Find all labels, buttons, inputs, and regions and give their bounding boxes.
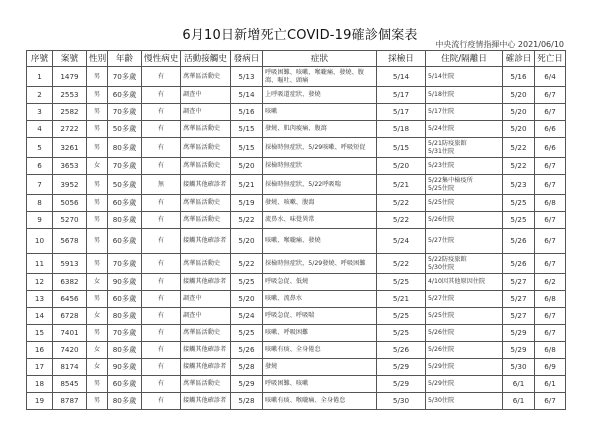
hospitalization-entry: 4/10因其他原因住院 [428,278,486,285]
cell-chronic-history: 有 [142,195,181,212]
hospitalization-entry: 5/23住院 [428,162,455,169]
cell-confirmed-date: 5/29 [503,342,535,359]
cell-confirmed-date: 5/26 [503,254,535,274]
hospitalization-entry: 5/27住院 [428,295,455,302]
cell-hospitalization-date [426,308,503,325]
cell-age: 70多歲 [108,325,142,342]
cell-age: 70多歲 [108,67,142,87]
cell-case-id: 6456 [53,291,87,308]
cell-chronic-history: 有 [142,104,181,121]
hospitalization-entry: 5/25住院 [428,312,455,319]
cell-onset-date: 5/26 [231,342,263,359]
cell-chronic-history: 有 [142,138,181,158]
cell-test-date: 5/24 [377,229,426,254]
cell-contact-history: 萬華區活動史 [181,325,231,342]
cell-hospitalization-date [426,67,503,87]
cell-case-id: 5056 [53,195,87,212]
cell-serial: 19 [27,393,53,410]
cell-onset-date: 5/22 [231,254,263,274]
cell-hospitalization-date [426,359,503,376]
cell-symptoms: 咳嗽、呼吸困難 [263,325,377,342]
table-row [27,254,566,274]
cell-sex: 男 [87,325,108,342]
hospitalization-entry: 5/21防疫旅館 [428,139,467,147]
cell-death-date: 6/6 [535,138,566,158]
cell-onset-date: 5/20 [231,158,263,175]
cell-case-id: 2553 [53,87,87,104]
cell-hospitalization-date [426,158,503,175]
cell-death-date: 6/2 [535,274,566,291]
hospitalization-entry: 5/26住院 [428,346,455,353]
cell-confirmed-date: 5/20 [503,104,535,121]
cell-age: 90多歲 [108,274,142,291]
cell-symptoms: 上呼吸道症狀、發燒 [263,87,377,104]
cell-confirmed-date: 5/20 [503,87,535,104]
cell-test-date: 5/30 [377,393,426,410]
cell-serial: 6 [27,158,53,175]
cell-symptoms: 咳嗽、喉嚨痛、發燒 [263,229,377,254]
cell-hospitalization-date [426,87,503,104]
table-row [27,138,566,158]
cell-age: 70多歲 [108,254,142,274]
col-header-confirmed-date: 確診日 [503,51,535,67]
cell-death-date: 6/8 [535,342,566,359]
cell-onset-date: 5/25 [231,274,263,291]
table-row [27,87,566,104]
cell-onset-date: 5/21 [231,175,263,195]
cell-symptoms: 發燒、肌肉痠痛、腹瀉 [263,121,377,138]
cell-confirmed-date: 5/27 [503,274,535,291]
cell-confirmed-date: 5/20 [503,121,535,138]
hospitalization-entry: 5/29住院 [428,380,455,387]
cell-chronic-history: 有 [142,359,181,376]
cell-hospitalization-date [426,229,503,254]
cell-age: 80多歲 [108,212,142,229]
cell-confirmed-date: 5/30 [503,359,535,376]
cell-death-date: 6/7 [535,229,566,254]
cell-serial: 9 [27,212,53,229]
cell-serial: 16 [27,342,53,359]
table-row [27,393,566,410]
cell-death-date: 6/7 [535,104,566,121]
cell-onset-date: 5/29 [231,376,263,393]
cell-sex: 女 [87,274,108,291]
cell-confirmed-date: 5/22 [503,158,535,175]
cell-sex: 男 [87,175,108,195]
cell-symptoms: 發燒 [263,359,377,376]
cell-chronic-history: 有 [142,342,181,359]
cell-onset-date: 5/19 [231,195,263,212]
page-title: 6月10日新增死亡COVID-19確診個案表 [182,28,418,43]
cell-sex: 女 [87,342,108,359]
cell-onset-date: 5/14 [231,87,263,104]
cell-confirmed-date: 5/22 [503,138,535,158]
cell-serial: 8 [27,195,53,212]
cell-contact-history: 萬華區活動史 [181,254,231,274]
cell-serial: 3 [27,104,53,121]
hospitalization-entry: 5/29住院 [428,363,455,370]
table-row [27,212,566,229]
hospitalization-entry: 5/30住院 [428,263,455,271]
hospitalization-entry: 5/14住院 [428,72,455,80]
source-and-date: 中央流行疫情指揮中心 2021/06/10 [435,40,564,49]
cell-case-id: 8787 [53,393,87,410]
cell-symptoms: 呼吸急促、呼吸喘 [263,308,377,325]
cell-symptoms: 採檢時無症狀，5/29發燒、呼吸困難 [263,254,377,274]
cell-hospitalization-date [426,342,503,359]
cell-onset-date: 5/28 [231,393,263,410]
cell-contact-history: 調查中 [181,87,231,104]
cell-death-date: 6/6 [535,121,566,138]
cell-sex: 男 [87,67,108,87]
cell-symptoms: 咳嗽有痰、喉嚨痛、全身倦怠 [263,393,377,410]
cell-sex: 男 [87,212,108,229]
cell-hospitalization-date [426,121,503,138]
cell-contact-history: 調查中 [181,308,231,325]
cell-onset-date: 5/16 [231,104,263,121]
col-header-symptoms: 症狀 [263,51,377,67]
table-row [27,376,566,393]
cell-serial: 5 [27,138,53,158]
table-row [27,67,566,87]
hospitalization-entry: 5/18住院 [428,91,455,98]
col-header-contact-history: 活動接觸史 [181,51,231,67]
cell-serial: 17 [27,359,53,376]
cell-contact-history: 接觸其他確診者 [181,229,231,254]
hospitalization-entry: 5/25住院 [428,199,455,206]
hospitalization-entry: 5/17住院 [428,108,455,115]
cell-chronic-history: 無 [142,175,181,195]
cell-contact-history: 接觸其他確診者 [181,359,231,376]
cell-symptoms: 咳嗽有痰、全身倦怠 [263,342,377,359]
cell-onset-date: 5/15 [231,138,263,158]
col-header-hospitalization-date: 住院/隔離日 [426,51,503,67]
cell-age: 80多歲 [108,308,142,325]
table-row [27,158,566,175]
col-header-age: 年齡 [108,51,142,67]
cell-age: 60多歲 [108,195,142,212]
cell-serial: 10 [27,229,53,254]
cell-hospitalization-date [426,138,503,158]
cell-death-date: 6/8 [535,195,566,212]
cell-confirmed-date: 6/1 [503,376,535,393]
cell-serial: 13 [27,291,53,308]
table-row [27,104,566,121]
col-header-case-id: 案號 [53,51,87,67]
cell-age: 70多歲 [108,158,142,175]
cell-contact-history: 調查中 [181,291,231,308]
cell-serial: 14 [27,308,53,325]
cell-age: 50多歲 [108,121,142,138]
cell-onset-date: 5/25 [231,325,263,342]
cell-test-date: 5/29 [377,376,426,393]
cell-hospitalization-date [426,291,503,308]
cell-onset-date: 5/15 [231,121,263,138]
cell-serial: 11 [27,254,53,274]
cell-sex: 男 [87,87,108,104]
cell-test-date: 5/17 [377,104,426,121]
cell-test-date: 5/21 [377,291,426,308]
cell-case-id: 7401 [53,325,87,342]
cell-test-date: 5/22 [377,195,426,212]
col-header-onset-date: 發病日 [231,51,263,67]
cell-chronic-history: 有 [142,212,181,229]
table-row [27,175,566,195]
cell-case-id: 8174 [53,359,87,376]
cell-serial: 15 [27,325,53,342]
col-header-serial: 序號 [27,51,53,67]
cell-symptoms: 流鼻水、味覺異常 [263,212,377,229]
table-row [27,308,566,325]
cell-symptoms: 採檢時無症狀，5/29咳嗽、呼吸短促 [263,138,377,158]
cell-contact-history: 萬華區活動史 [181,212,231,229]
cell-onset-date: 5/20 [231,229,263,254]
cell-test-date: 5/22 [377,254,426,274]
cell-serial: 4 [27,121,53,138]
cell-contact-history: 接觸其他確診者 [181,274,231,291]
col-header-chronic-history: 慢性病史 [142,51,181,67]
cell-chronic-history: 有 [142,67,181,87]
cell-sex: 男 [87,138,108,158]
cell-case-id: 6382 [53,274,87,291]
cell-death-date: 6/7 [535,308,566,325]
cell-age: 70多歲 [108,104,142,121]
cell-age: 90多歲 [108,359,142,376]
cell-death-date: 6/7 [535,325,566,342]
cell-case-id: 2582 [53,104,87,121]
cell-death-date: 6/1 [535,376,566,393]
cell-case-id: 5270 [53,212,87,229]
table-row [27,121,566,138]
cell-sex: 男 [87,254,108,274]
cell-sex: 男 [87,393,108,410]
cell-confirmed-date: 5/29 [503,325,535,342]
cell-confirmed-date: 5/26 [503,229,535,254]
cell-chronic-history: 有 [142,325,181,342]
hospitalization-entry: 5/25住院 [428,184,455,192]
cell-test-date: 5/14 [377,67,426,87]
cell-chronic-history: 有 [142,87,181,104]
cell-age: 80多歲 [108,342,142,359]
cell-chronic-history: 有 [142,308,181,325]
cell-symptoms: 咳嗽 [263,104,377,121]
table-row [27,274,566,291]
cell-serial: 12 [27,274,53,291]
cell-confirmed-date: 5/25 [503,195,535,212]
cell-case-id: 1479 [53,67,87,87]
table-header-row [27,51,566,67]
cell-symptoms: 呼吸困難、咳嗽、喉嚨痛、發燒、腹瀉、嘔吐、頭痛 [263,67,377,87]
cell-sex: 男 [87,121,108,138]
cell-symptoms: 採檢時無症狀，5/22呼吸喘 [263,175,377,195]
cell-sex: 男 [87,104,108,121]
cell-test-date: 5/29 [377,359,426,376]
cell-death-date: 6/7 [535,212,566,229]
cell-test-date: 5/17 [377,87,426,104]
cell-contact-history: 接觸其他確診者 [181,342,231,359]
cell-confirmed-date: 5/27 [503,308,535,325]
cell-test-date: 5/25 [377,274,426,291]
cell-death-date: 6/7 [535,254,566,274]
cell-case-id: 7420 [53,342,87,359]
death-cases-table [26,50,566,410]
cell-sex: 男 [87,376,108,393]
cell-contact-history: 萬華區活動史 [181,376,231,393]
table-row [27,195,566,212]
cell-serial: 7 [27,175,53,195]
cell-sex: 女 [87,158,108,175]
cell-serial: 1 [27,67,53,87]
col-header-test-date: 採檢日 [377,51,426,67]
cell-sex: 男 [87,195,108,212]
cell-contact-history: 萬華區活動史 [181,67,231,87]
cell-onset-date: 5/24 [231,308,263,325]
cell-death-date: 6/7 [535,393,566,410]
cell-hospitalization-date [426,212,503,229]
cell-symptoms: 呼吸困難、咳嗽 [263,376,377,393]
cell-onset-date: 5/13 [231,67,263,87]
table-row [27,291,566,308]
cell-case-id: 3952 [53,175,87,195]
cell-chronic-history: 有 [142,274,181,291]
cell-age: 60多歲 [108,376,142,393]
cell-age: 60多歲 [108,87,142,104]
cell-hospitalization-date [426,104,503,121]
cell-contact-history: 萬華區活動史 [181,158,231,175]
cell-death-date: 6/7 [535,175,566,195]
cell-contact-history: 萬華區活動史 [181,138,231,158]
cell-age: 80多歲 [108,138,142,158]
cell-chronic-history: 有 [142,229,181,254]
cell-contact-history: 接觸其他確診者 [181,393,231,410]
cell-case-id: 3653 [53,158,87,175]
cell-hospitalization-date [426,254,503,274]
hospitalization-entry: 5/24住院 [428,125,455,132]
cell-symptoms: 採檢時無症狀 [263,158,377,175]
cell-chronic-history: 有 [142,254,181,274]
cell-hospitalization-date [426,376,503,393]
cell-hospitalization-date [426,325,503,342]
cell-onset-date: 5/28 [231,359,263,376]
cell-test-date: 5/26 [377,342,426,359]
cell-chronic-history: 有 [142,291,181,308]
cell-confirmed-date: 5/16 [503,67,535,87]
cell-contact-history: 萬華區活動史 [181,195,231,212]
table-body [27,67,566,410]
cell-case-id: 8545 [53,376,87,393]
cell-symptoms: 呼吸急促、低燒 [263,274,377,291]
cell-case-id: 6728 [53,308,87,325]
cell-test-date: 5/25 [377,308,426,325]
cell-symptoms: 咳嗽、流鼻水 [263,291,377,308]
hospitalization-entry: 5/26住院 [428,329,455,336]
cell-age: 50多歲 [108,175,142,195]
cell-hospitalization-date [426,393,503,410]
cell-chronic-history: 有 [142,158,181,175]
cell-hospitalization-date [426,175,503,195]
cell-onset-date: 5/20 [231,291,263,308]
table-row [27,229,566,254]
cell-confirmed-date: 6/1 [503,393,535,410]
cell-death-date: 6/9 [535,359,566,376]
cell-hospitalization-date [426,195,503,212]
table-row [27,359,566,376]
cell-chronic-history: 有 [142,376,181,393]
cell-death-date: 6/7 [535,158,566,175]
cell-confirmed-date: 5/27 [503,291,535,308]
cell-test-date: 5/20 [377,158,426,175]
cell-sex: 男 [87,229,108,254]
hospitalization-entry: 5/27住院 [428,237,455,244]
cell-serial: 18 [27,376,53,393]
cell-contact-history: 萬華區活動史 [181,121,231,138]
cell-case-id: 5678 [53,229,87,254]
hospitalization-entry: 5/31住院 [428,147,455,155]
cell-confirmed-date: 5/23 [503,175,535,195]
cell-sex: 女 [87,308,108,325]
cell-case-id: 2722 [53,121,87,138]
col-header-sex: 性別 [87,51,108,67]
cell-case-id: 5913 [53,254,87,274]
cell-symptoms: 發燒、咳嗽、腹瀉 [263,195,377,212]
cell-test-date: 5/22 [377,212,426,229]
cell-contact-history: 調查中 [181,104,231,121]
cell-onset-date: 5/22 [231,212,263,229]
cell-test-date: 5/18 [377,121,426,138]
cell-chronic-history: 有 [142,393,181,410]
cell-confirmed-date: 5/25 [503,212,535,229]
cell-case-id: 3261 [53,138,87,158]
cell-chronic-history: 有 [142,121,181,138]
cell-age: 60多歲 [108,229,142,254]
cell-age: 80多歲 [108,393,142,410]
cell-test-date: 5/15 [377,138,426,158]
hospitalization-entry: 5/26住院 [428,216,455,223]
table-row [27,325,566,342]
hospitalization-entry: 5/22集中檢疫所 [428,176,473,184]
cell-death-date: 6/7 [535,87,566,104]
cell-sex: 女 [87,359,108,376]
cell-age: 60多歲 [108,291,142,308]
cell-sex: 男 [87,291,108,308]
cell-death-date: 6/4 [535,67,566,87]
cell-serial: 2 [27,87,53,104]
cell-hospitalization-date [426,274,503,291]
cell-contact-history: 接觸其他確診者 [181,175,231,195]
cell-test-date: 5/21 [377,175,426,195]
hospitalization-entry: 5/22防疫旅館 [428,255,467,263]
cell-test-date: 5/25 [377,325,426,342]
cell-death-date: 6/8 [535,291,566,308]
col-header-death-date: 死亡日 [535,51,566,67]
table-row [27,342,566,359]
hospitalization-entry: 5/30住院 [428,397,455,404]
